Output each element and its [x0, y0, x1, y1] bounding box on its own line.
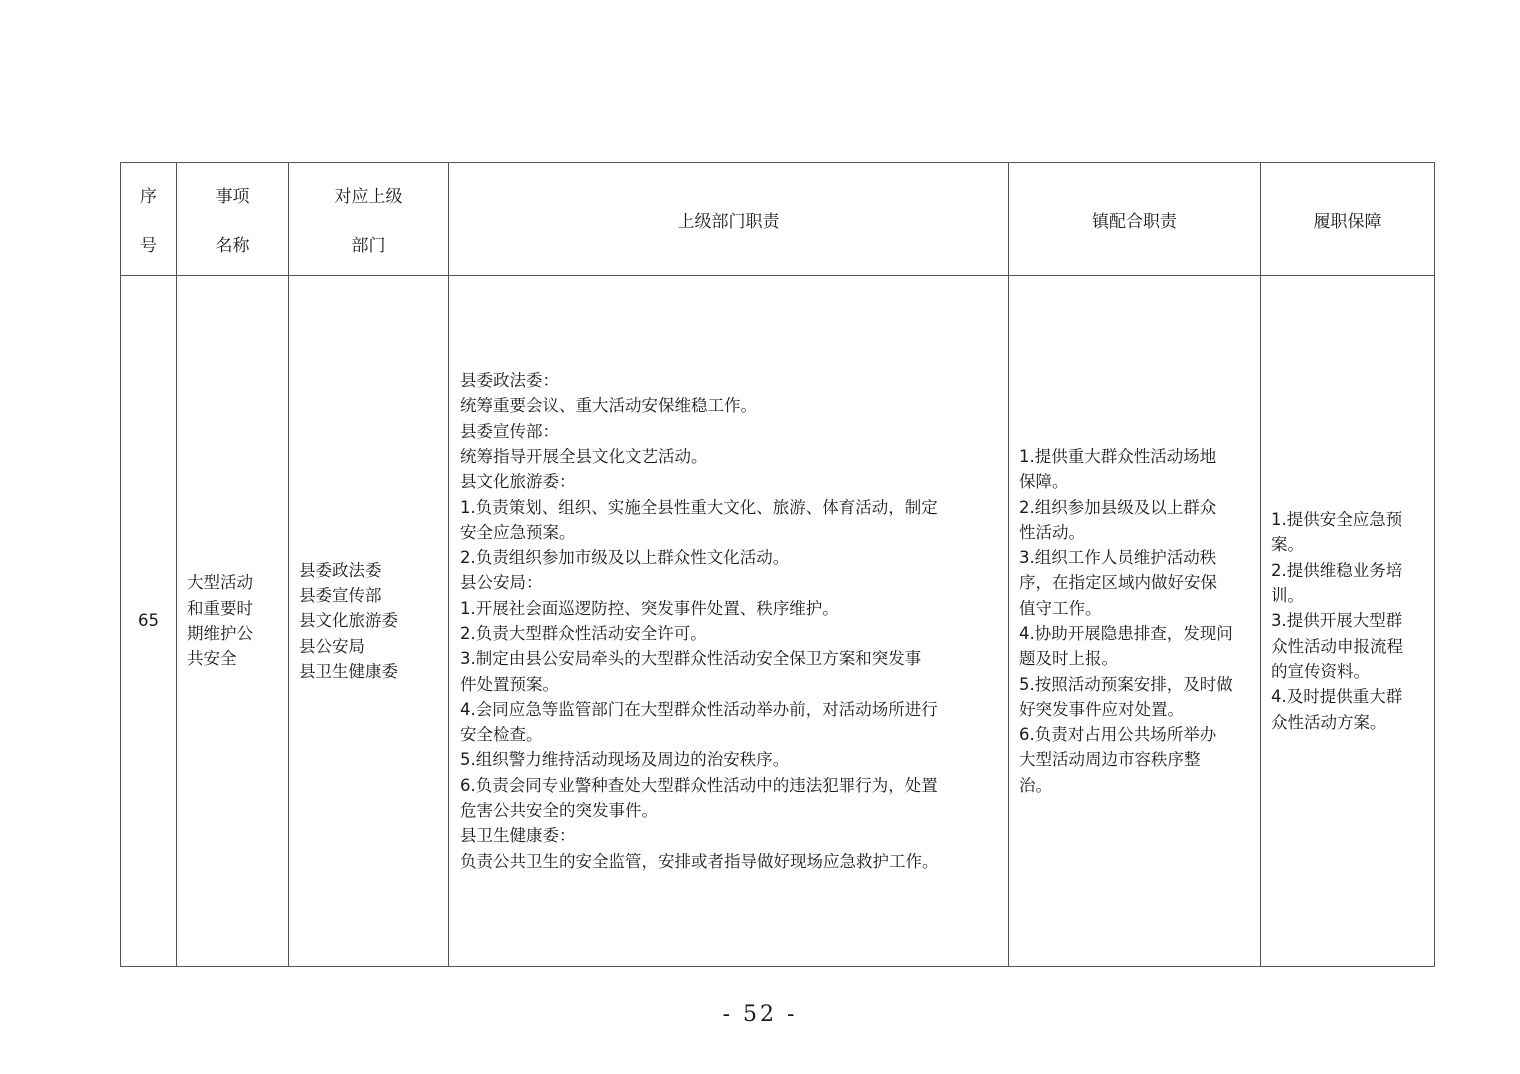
guarantee-line: 的宣传资料。 [1271, 661, 1370, 681]
guarantee-line: 2.提供维稳业务培 [1271, 560, 1403, 580]
upper-duty-line: 县文化旅游委： [460, 472, 576, 492]
guarantee-line: 3.提供开展大型群 [1271, 611, 1403, 631]
upper-duty-line: 6.负责会同专业警种查处大型群众性活动中的违法犯罪行为，处置 [460, 775, 938, 795]
upper-duty-line: 件处置预案。 [460, 674, 559, 694]
town-duty-line: 5.按照活动预案安排，及时做 [1019, 674, 1233, 694]
town-duty-cell [1009, 276, 1261, 967]
town-duty-line: 1.提供重大群众性活动场地 [1019, 446, 1217, 466]
header-upper-dept [289, 163, 449, 276]
guarantee-list [1271, 507, 1426, 735]
town-duty-line: 性活动。 [1019, 522, 1085, 542]
header-item-line2: 名称 [215, 236, 250, 256]
item-name-line: 大型活动 [187, 573, 253, 593]
department-item: 县公安局 [299, 636, 365, 656]
upper-duty-line: 统筹指导开展全县文化文艺活动。 [460, 446, 708, 466]
upper-duty-line: 4.会同应急等监管部门在大型群众性活动举办前，对活动场所进行 [460, 699, 938, 719]
header-item-name [177, 163, 289, 276]
department-item: 县委宣传部 [299, 586, 382, 606]
town-duty-line: 题及时上报。 [1019, 649, 1118, 669]
department-item: 县委政法委 [299, 560, 382, 580]
town-duty-line: 6.负责对占用公共场所举办 [1019, 725, 1217, 745]
header-guarantee: 履职保障 [1261, 163, 1435, 276]
upper-duty-line: 2.负责组织参加市级及以上群众性文化活动。 [460, 548, 790, 568]
responsibility-table [120, 162, 1435, 967]
header-seq-line1: 序 [140, 187, 157, 207]
town-duty-line: 好突发事件应对处置。 [1019, 699, 1184, 719]
upper-duty-line: 1.负责策划、组织、实施全县性重大文化、旅游、体育活动，制定 [460, 497, 938, 517]
upper-duty-line: 县公安局： [460, 573, 543, 593]
upper-duty-line: 负责公共卫生的安全监管，安排或者指导做好现场应急救护工作。 [460, 851, 939, 871]
upper-duty-line: 县卫生健康委： [460, 826, 576, 846]
header-seq [121, 163, 177, 276]
item-name-line: 共安全 [187, 649, 237, 669]
upper-duty-line: 1.开展社会面巡逻防控、突发事件处置、秩序维护。 [460, 598, 839, 618]
header-upper-duty: 上级部门职责 [449, 163, 1009, 276]
department-item: 县卫生健康委 [299, 661, 398, 681]
upper-duty-line: 安全检查。 [460, 725, 543, 745]
header-dept-line2: 部门 [351, 236, 386, 256]
guarantee-line: 众性活动方案。 [1271, 712, 1387, 732]
item-name-line: 和重要时 [187, 598, 253, 618]
row-number: 65 [121, 276, 177, 967]
upper-duty-line: 3.制定由县公安局牵头的大型群众性活动安全保卫方案和突发事 [460, 649, 922, 669]
upper-duty-line: 县委宣传部： [460, 421, 559, 441]
upper-duty-line: 5.组织警力维持活动现场及周边的治安秩序。 [460, 750, 790, 770]
guarantee-line: 4.及时提供重大群 [1271, 687, 1403, 707]
department-item: 县文化旅游委 [299, 611, 398, 631]
item-name-cell [177, 276, 289, 967]
upper-duty-line: 危害公共安全的突发事件。 [460, 801, 658, 821]
upper-duty-cell [449, 276, 1009, 967]
table-header-row [121, 163, 1435, 276]
table-row [121, 276, 1435, 967]
town-duty-line: 值守工作。 [1019, 598, 1102, 618]
page-number: - 52 - [722, 1002, 798, 1027]
town-duty-line: 大型活动周边市容秩序整 [1019, 750, 1201, 770]
town-duty-line: 保障。 [1019, 472, 1069, 492]
header-dept-line1: 对应上级 [334, 187, 403, 207]
town-duty-line: 治。 [1019, 775, 1052, 795]
guarantee-line: 训。 [1271, 586, 1304, 606]
town-duty-list [1019, 444, 1252, 798]
upper-duty-line: 统筹重要会议、重大活动安保维稳工作。 [460, 396, 757, 416]
town-duty-line: 4.协助开展隐患排查，发现问 [1019, 624, 1233, 643]
guarantee-line: 案。 [1271, 535, 1304, 555]
header-town-duty: 镇配合职责 [1009, 163, 1261, 276]
guarantee-line: 众性活动申报流程 [1271, 636, 1403, 656]
header-item-line1: 事项 [215, 187, 250, 207]
departments-cell [289, 276, 449, 967]
upper-duty-line: 安全应急预案。 [460, 522, 576, 542]
header-seq-line2: 号 [140, 236, 157, 256]
town-duty-line: 序，在指定区域内做好安保 [1019, 573, 1217, 593]
guarantee-line: 1.提供安全应急预 [1271, 510, 1403, 530]
upper-duty-line: 2.负责大型群众性活动安全许可。 [460, 624, 707, 643]
upper-duty-line: 县委政法委： [460, 371, 559, 391]
town-duty-line: 3.组织工作人员维护活动秩 [1019, 548, 1217, 568]
guarantee-cell [1261, 276, 1435, 967]
item-name-line: 期维护公 [187, 624, 253, 643]
town-duty-line: 2.组织参加县级及以上群众 [1019, 497, 1217, 517]
upper-duty-list [460, 368, 1002, 874]
